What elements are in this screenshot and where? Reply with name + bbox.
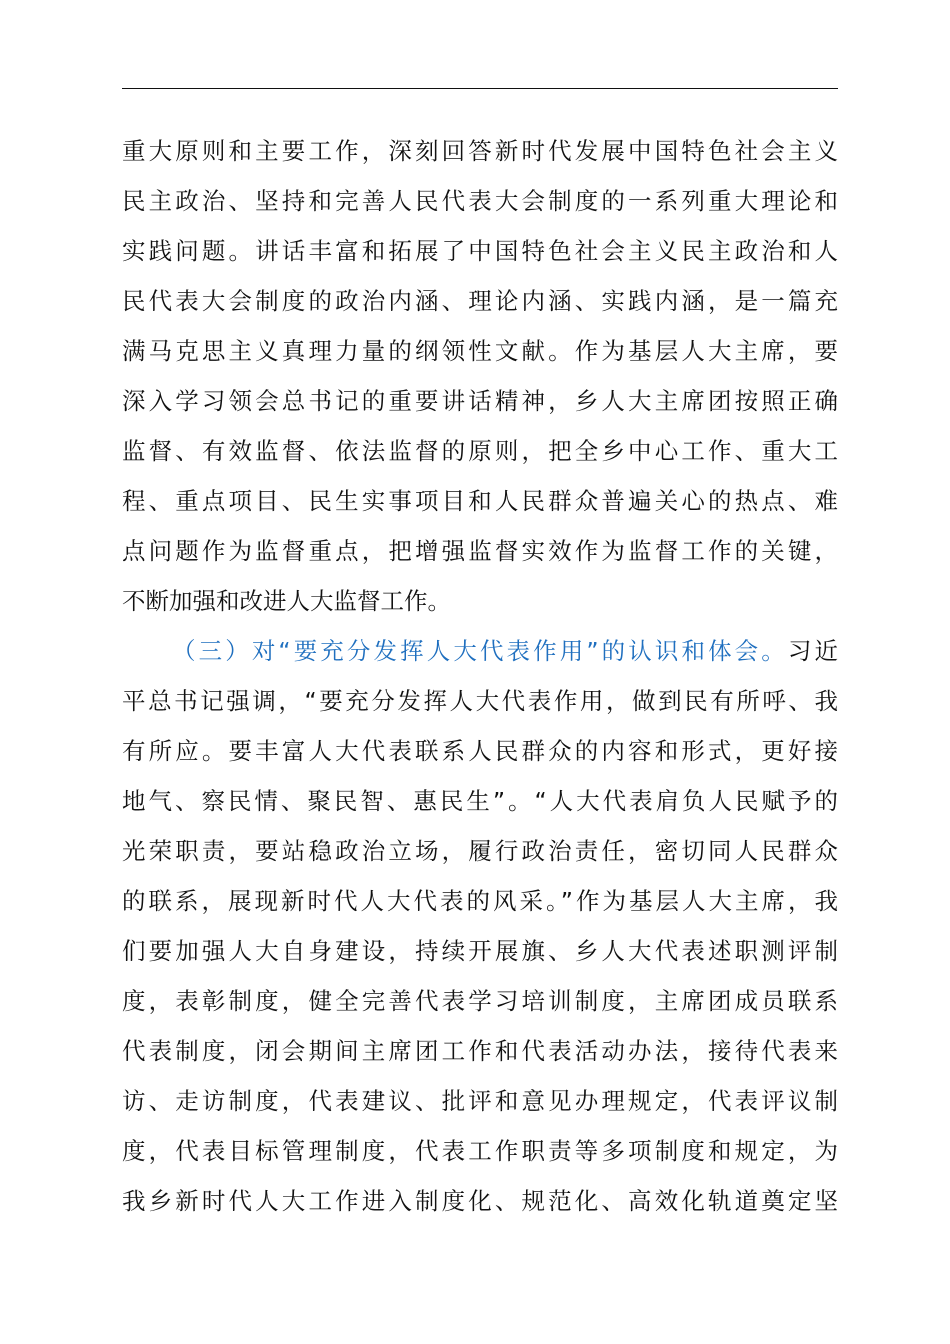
paragraph-line: 度，表彰制度，健全完善代表学习培训制度，主席团成员联系 xyxy=(122,987,838,1015)
paragraph-line: 实践问题。讲话丰富和拓展了中国特色社会主义民主政治和人 xyxy=(122,237,838,265)
paragraph-line: 民主政治、坚持和完善人民代表大会制度的一系列重大理论和 xyxy=(122,187,838,215)
paragraph-line: 光荣职责，要站稳政治立场，履行政治责任，密切同人民群众 xyxy=(122,837,838,865)
paragraph-line: 民代表大会制度的政治内涵、理论内涵、实践内涵，是一篇充 xyxy=(122,287,838,315)
paragraph-line: 访、走访制度，代表建议、批评和意见办理规定，代表评议制 xyxy=(122,1087,838,1115)
paragraph-line: 满马克思主义真理力量的纲领性文献。作为基层人大主席，要 xyxy=(122,337,838,365)
body-text xyxy=(122,126,838,1226)
paragraph-line: 不断加强和改进人大监督工作。 xyxy=(122,587,451,615)
paragraph-line: 有所应。要丰富人大代表联系人民群众的内容和形式，更好接 xyxy=(122,737,838,765)
paragraph-line: 度，代表目标管理制度，代表工作职责等多项制度和规定，为 xyxy=(122,1137,838,1165)
paragraph-line: 深入学习领会总书记的重要讲话精神，乡人大主席团按照正确 xyxy=(122,387,838,415)
paragraph-line: 代表制度，闭会期间主席团工作和代表活动办法，接待代表来 xyxy=(122,1037,838,1065)
paragraph-line: 们要加强人大自身建设，持续开展旗、乡人大代表述职测评制 xyxy=(122,937,838,965)
heading-line-rest: 习近 xyxy=(787,637,838,665)
paragraph-line: 平总书记强调，“要充分发挥人大代表作用，做到民有所呼、我 xyxy=(122,687,838,715)
header-rule xyxy=(122,88,838,89)
section-heading: （三）对“要充分发挥人大代表作用”的认识和体会。 xyxy=(172,637,788,665)
paragraph-line: 重大原则和主要工作，深刻回答新时代发展中国特色社会主义 xyxy=(122,137,838,165)
paragraph-line: 地气、察民情、聚民智、惠民生”。“人大代表肩负人民赋予的 xyxy=(122,787,838,815)
paragraph-line: 我乡新时代人大工作进入制度化、规范化、高效化轨道奠定坚 xyxy=(122,1187,838,1215)
paragraph-line: 程、重点项目、民生实事项目和人民群众普遍关心的热点、难 xyxy=(122,487,838,515)
section-heading-line xyxy=(122,626,838,676)
paragraph-line: 的联系，展现新时代人大代表的风采。”作为基层人大主席，我 xyxy=(122,887,838,915)
paragraph-line: 监督、有效监督、依法监督的原则，把全乡中心工作、重大工 xyxy=(122,437,838,465)
paragraph-line: 点问题作为监督重点，把增强监督实效作为监督工作的关键， xyxy=(122,537,838,565)
